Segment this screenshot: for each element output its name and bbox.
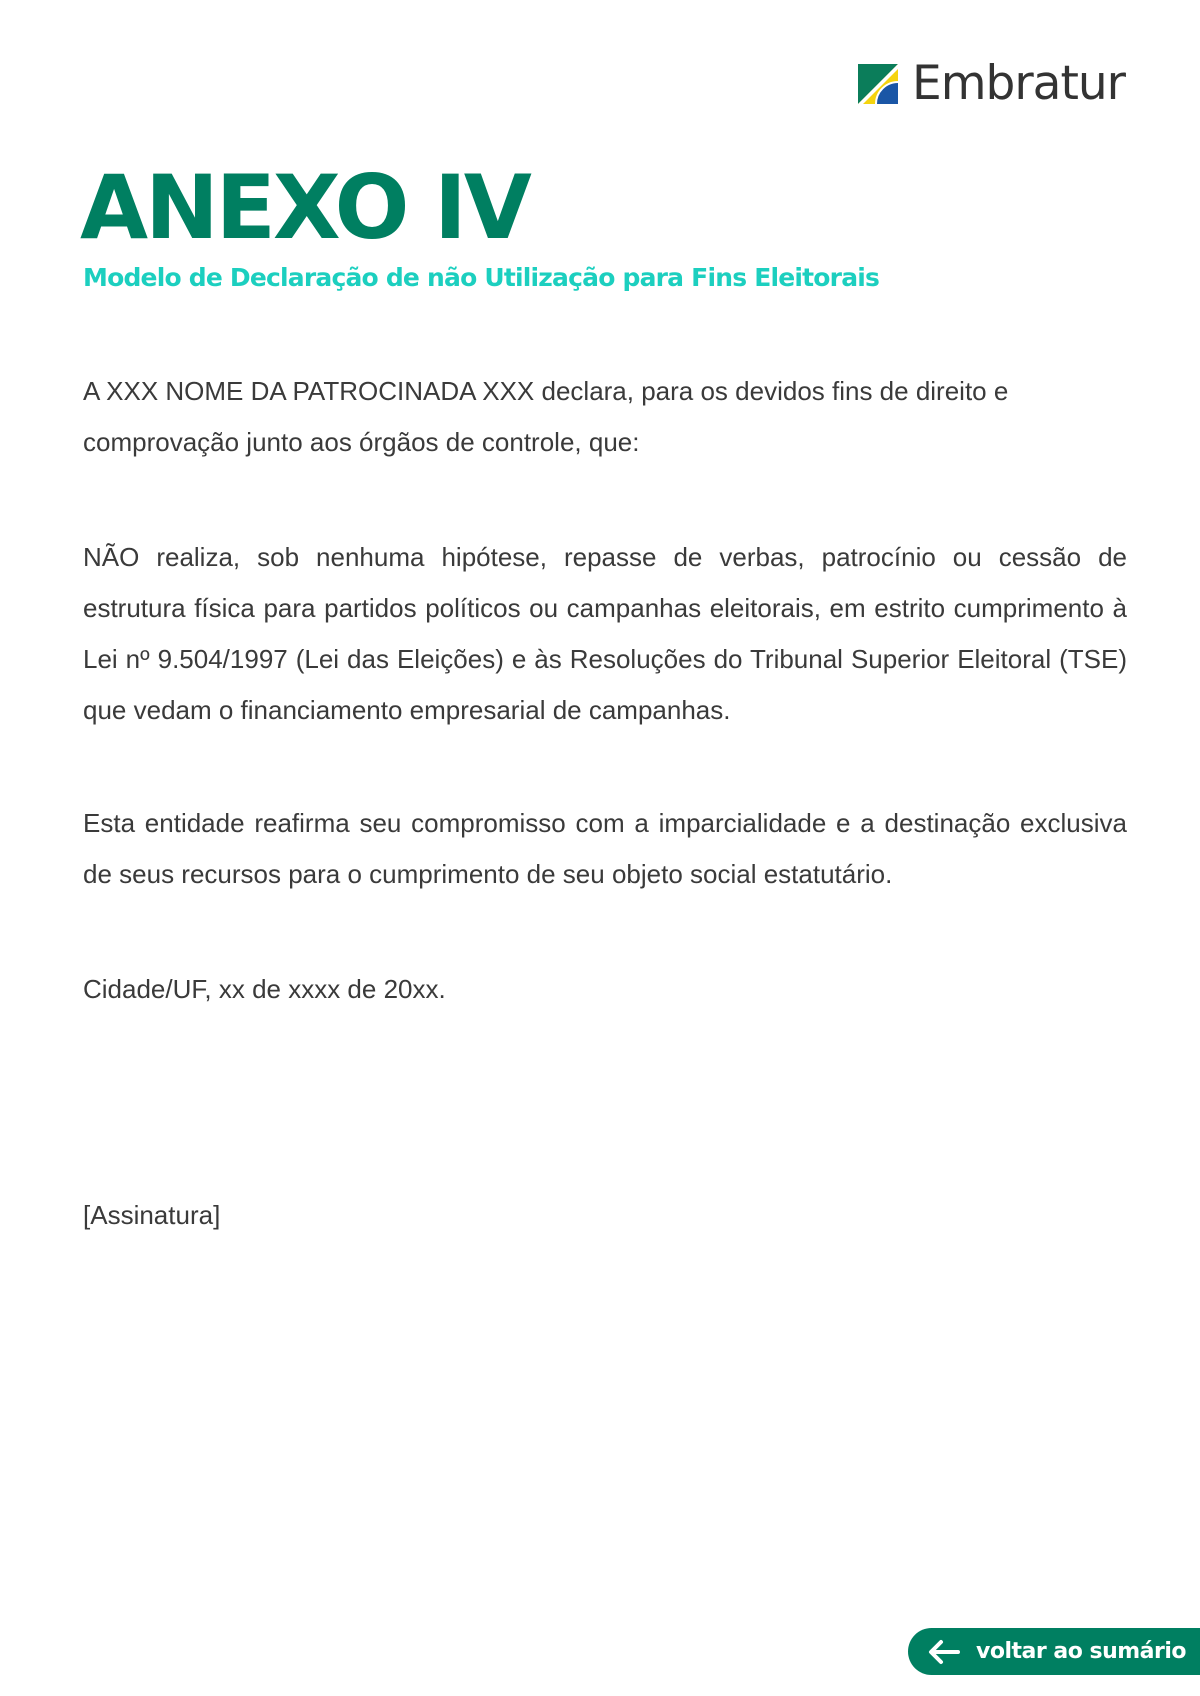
back-to-summary-label: voltar ao sumário bbox=[976, 1639, 1187, 1664]
declaration-intro-paragraph: A XXX NOME DA PATROCINADA XXX declara, para os devidos fins de direito e comprovação junto aos órgãos de controle, que: bbox=[83, 376, 1009, 457]
date-line: Cidade/UF, xx de xxxx de 20xx. bbox=[83, 974, 446, 1004]
declaration-body-paragraph: NÃO realiza, sob nenhuma hipótese, repasse de verbas, patrocínio ou cessão de estrutura física para partidos políticos ou campanhas eleitorais, em estrito cumprimento à Lei nº 9.504/1997 (Lei das Eleições) e às Resoluções do Tribunal Superior Eleitoral (TSE) que vedam o financiamento empresarial de campanhas. bbox=[83, 542, 1127, 725]
page-title: ANEXO IV bbox=[80, 156, 529, 259]
back-to-summary-button[interactable] bbox=[908, 1628, 1200, 1675]
arrow-left-icon bbox=[928, 1639, 960, 1665]
brand-name: Embratur bbox=[912, 56, 1125, 111]
embratur-logo-icon bbox=[858, 64, 898, 104]
page-subtitle: Modelo de Declaração de não Utilização para Fins Eleitorais bbox=[83, 263, 880, 292]
declaration-commitment-paragraph: Esta entidade reafirma seu compromisso com a imparcialidade e a destinação exclusiva de seus recursos para o cumprimento de seu objeto social estatutário. bbox=[83, 808, 1127, 889]
signature-placeholder: [Assinatura] bbox=[83, 1200, 221, 1230]
embratur-logo bbox=[858, 56, 1125, 111]
